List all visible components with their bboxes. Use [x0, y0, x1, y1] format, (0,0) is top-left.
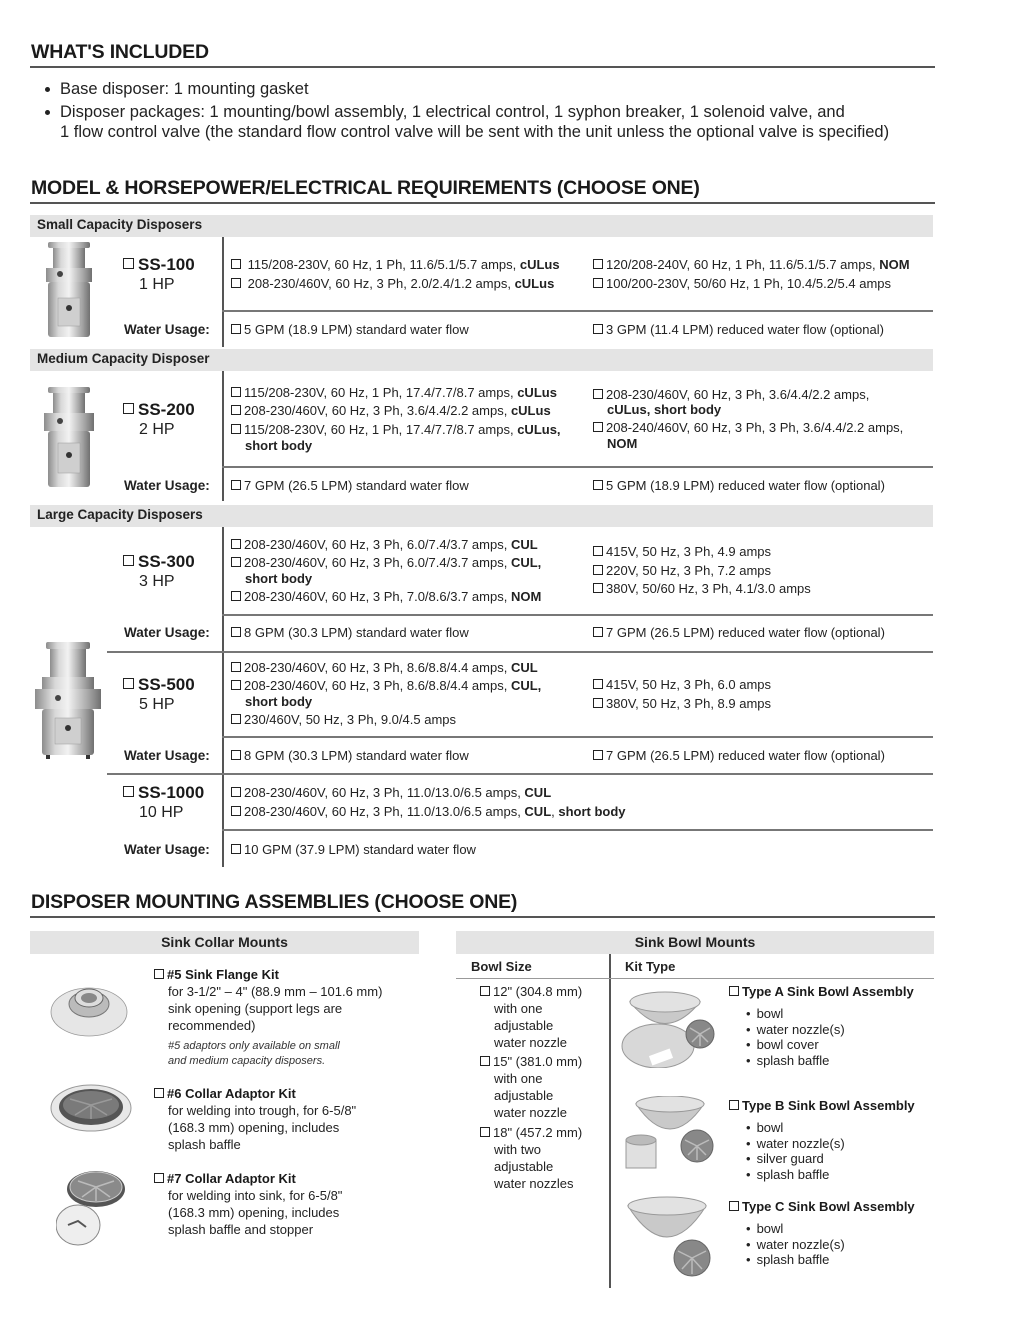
electrical-option-continued: short body [245, 571, 313, 586]
checkbox-icon[interactable] [593, 565, 603, 575]
kit-type-column-header: Kit Type [625, 959, 676, 974]
checkbox-icon[interactable] [593, 679, 603, 689]
row-divider [107, 651, 933, 653]
row-divider [222, 466, 933, 468]
electrical-option[interactable]: 115/208-230V, 60 Hz, 1 Ph, 17.4/7.7/8.7 amps, cULus, [231, 421, 561, 439]
water-usage-label: Water Usage: [124, 842, 210, 857]
checkbox-icon[interactable] [231, 591, 241, 601]
checkbox-icon[interactable] [123, 555, 134, 566]
type-b-contents: • bowl • water nozzle(s) • silver guard • splash baffle [746, 1120, 845, 1182]
electrical-option[interactable]: 380V, 50 Hz, 3 Ph, 8.9 amps [593, 695, 771, 713]
bowl-mounts-header: Sink Bowl Mounts [456, 931, 934, 954]
bowl-size-15[interactable]: 15" (381.0 mm) with one adjustable water nozzle [480, 1053, 582, 1121]
included-item: Base disposer: 1 mounting gasket [60, 80, 309, 98]
column-divider [222, 527, 224, 867]
water-option-reduced[interactable]: 7 GPM (26.5 LPM) reduced water flow (optional) [593, 747, 885, 765]
disposer-ss200-image [38, 385, 100, 495]
electrical-option[interactable]: 230/460V, 50 Hz, 3 Ph, 9.0/4.5 amps [231, 711, 456, 729]
hp-ss100: 1 HP [139, 276, 175, 293]
checkbox-icon[interactable] [231, 844, 241, 854]
model-ss500[interactable]: SS-500 [123, 675, 195, 695]
electrical-option[interactable]: 115/208-230V, 60 Hz, 1 Ph, 17.4/7.7/8.7 amps, cULus [231, 384, 557, 402]
column-divider [222, 371, 224, 501]
sink-flange-kit-image [48, 976, 130, 1038]
type-a-title[interactable]: Type A Sink Bowl Assembly [729, 984, 914, 999]
type-c-title[interactable]: Type C Sink Bowl Assembly [729, 1199, 915, 1214]
group-header-medium: Medium Capacity Disposer [30, 349, 933, 371]
row-divider [107, 773, 933, 775]
checkbox-icon[interactable] [729, 986, 739, 996]
checkbox-icon[interactable] [231, 480, 241, 490]
electrical-option[interactable]: 208-230/460V, 60 Hz, 3 Ph, 6.0/7.4/3.7 amps, CUL [231, 536, 538, 554]
checkbox-icon[interactable] [231, 557, 241, 567]
model-ss200[interactable]: SS-200 [123, 400, 195, 420]
water-option-reduced[interactable]: 5 GPM (18.9 LPM) reduced water flow (optional) [593, 477, 885, 495]
water-option-reduced[interactable]: 3 GPM (11.4 LPM) reduced water flow (optional) [593, 321, 884, 339]
electrical-option[interactable]: 208-240/460V, 60 Hz, 3 Ph, 3 Ph, 3.6/4.4/2.2 amps, [593, 419, 903, 437]
water-option-standard[interactable]: 5 GPM (18.9 LPM) standard water flow [231, 321, 469, 339]
checkbox-icon[interactable] [729, 1201, 739, 1211]
checkbox-icon[interactable] [593, 546, 603, 556]
checkbox-icon[interactable] [480, 1056, 490, 1066]
kit-6-description: for welding into trough, for 6-5/8" (168.3 mm) opening, includes splash baffle [168, 1103, 357, 1152]
kit-5-note: #5 adaptors only available on small and medium capacity disposers. [168, 1040, 340, 1067]
electrical-option-continued: NOM [607, 436, 638, 451]
electrical-option[interactable]: 208-230/460V, 60 Hz, 3 Ph, 11.0/13.0/6.5 amps, CUL [231, 784, 551, 802]
checkbox-icon[interactable] [593, 627, 603, 637]
hp-ss200: 2 HP [139, 421, 175, 438]
group-header-small: Small Capacity Disposers [30, 215, 933, 237]
water-option-standard[interactable]: 8 GPM (30.3 LPM) standard water flow [231, 624, 469, 642]
electrical-option[interactable]: 220V, 50 Hz, 3 Ph, 7.2 amps [593, 562, 771, 580]
checkbox-icon[interactable] [231, 627, 241, 637]
type-a-bowl-image [620, 990, 720, 1068]
bullet-icon [45, 87, 50, 92]
group-header-large: Large Capacity Disposers [30, 505, 933, 527]
checkbox-icon[interactable] [231, 324, 241, 334]
divider [30, 202, 935, 204]
electrical-option-continued: cULus, short body [607, 402, 722, 417]
disposer-large-image [32, 640, 104, 765]
electrical-option[interactable]: 115/208-230V, 60 Hz, 1 Ph, 11.6/5.1/5.7 amps, cULus [231, 256, 560, 274]
row-divider [222, 614, 933, 616]
column-divider [609, 954, 611, 1288]
type-c-contents: • bowl • water nozzle(s) • splash baffle [746, 1221, 845, 1268]
section-title-models: MODEL & HORSEPOWER/ELECTRICAL REQUIREMENTS (CHOOSE ONE) [31, 177, 700, 199]
section-title-mounting: DISPOSER MOUNTING ASSEMBLIES (CHOOSE ONE) [31, 891, 518, 913]
water-option-standard[interactable]: 10 GPM (37.9 LPM) standard water flow [231, 841, 476, 859]
checkbox-icon[interactable] [154, 1173, 164, 1183]
water-usage-label: Water Usage: [124, 748, 210, 763]
water-usage-label: Water Usage: [124, 478, 210, 493]
electrical-option[interactable]: 208-230/460V, 60 Hz, 3 Ph, 2.0/2.4/1.2 amps, cULus [231, 275, 554, 293]
electrical-option[interactable]: 208-230/460V, 60 Hz, 3 Ph, 8.6/8.8/4.4 amps, CUL, [231, 677, 541, 695]
collar-adaptor-6-image [50, 1083, 132, 1133]
hp-ss300: 3 HP [139, 573, 175, 590]
kit-7-title[interactable]: #7 Collar Adaptor Kit [154, 1171, 296, 1186]
kit-5-description: for 3-1/2" – 4" (88.9 mm – 101.6 mm) sink opening (support legs are recommended) [168, 984, 383, 1033]
checkbox-icon[interactable] [593, 324, 603, 334]
electrical-option[interactable]: 120/208-240V, 60 Hz, 1 Ph, 11.6/5.1/5.7 amps, NOM [593, 256, 910, 274]
checkbox-icon[interactable] [231, 278, 241, 288]
included-item-continued: 1 flow control valve (the standard flow control valve will be sent with the unit unless the optional valve is specified) [60, 123, 890, 141]
row-divider [222, 736, 933, 738]
water-option-reduced[interactable]: 7 GPM (26.5 LPM) reduced water flow (optional) [593, 624, 885, 642]
model-ss300[interactable]: SS-300 [123, 552, 195, 572]
checkbox-icon[interactable] [593, 480, 603, 490]
checkbox-icon[interactable] [231, 680, 241, 690]
checkbox-icon[interactable] [231, 387, 241, 397]
model-ss1000[interactable]: SS-1000 [123, 783, 204, 803]
included-item: Disposer packages: 1 mounting/bowl assembly, 1 electrical control, 1 syphon breaker, 1 solenoid valve, and [60, 103, 845, 121]
electrical-option[interactable]: 415V, 50 Hz, 3 Ph, 6.0 amps [593, 676, 771, 694]
checkbox-icon[interactable] [593, 698, 603, 708]
checkbox-icon[interactable] [123, 258, 134, 269]
electrical-option-continued: short body [245, 438, 313, 453]
checkbox-icon[interactable] [231, 259, 241, 269]
kit-5-title[interactable]: #5 Sink Flange Kit [154, 967, 279, 982]
row-divider [222, 829, 933, 831]
checkbox-icon[interactable] [231, 539, 241, 549]
bullet-icon [45, 110, 50, 115]
checkbox-icon[interactable] [593, 389, 603, 399]
electrical-option-continued: short body [245, 694, 313, 709]
type-c-bowl-image [622, 1196, 722, 1282]
checkbox-icon[interactable] [231, 806, 241, 816]
water-usage-label: Water Usage: [124, 625, 210, 640]
checkbox-icon[interactable] [480, 986, 490, 996]
checkbox-icon[interactable] [729, 1100, 739, 1110]
checkbox-icon[interactable] [231, 787, 241, 797]
disposer-ss100-image [38, 240, 100, 345]
electrical-option[interactable]: 208-230/460V, 60 Hz, 3 Ph, 6.0/7.4/3.7 amps, CUL, [231, 554, 541, 572]
water-option-standard[interactable]: 7 GPM (26.5 LPM) standard water flow [231, 477, 469, 495]
checkbox-icon[interactable] [231, 662, 241, 672]
checkbox-icon[interactable] [593, 422, 603, 432]
checkbox-icon[interactable] [231, 424, 241, 434]
hp-ss500: 5 HP [139, 696, 175, 713]
model-ss100[interactable]: SS-100 [123, 255, 195, 275]
electrical-option[interactable]: 208-230/460V, 60 Hz, 3 Ph, 3.6/4.4/2.2 amps, cULus [231, 402, 551, 420]
collar-mounts-header: Sink Collar Mounts [30, 931, 419, 954]
checkbox-icon[interactable] [593, 750, 603, 760]
type-b-title[interactable]: Type B Sink Bowl Assembly [729, 1098, 915, 1113]
type-a-contents: • bowl • water nozzle(s) • bowl cover • splash baffle [746, 1006, 845, 1068]
checkbox-icon[interactable] [123, 403, 134, 414]
checkbox-icon[interactable] [123, 786, 134, 797]
row-divider [456, 978, 934, 979]
checkbox-icon[interactable] [123, 678, 134, 689]
row-divider [222, 310, 933, 312]
checkbox-icon[interactable] [154, 969, 164, 979]
electrical-option[interactable]: 208-230/460V, 60 Hz, 3 Ph, 11.0/13.0/6.5 amps, CUL, short body [231, 803, 626, 821]
kit-7-description: for welding into sink, for 6-5/8" (168.3 mm) opening, includes splash baffle and stopper [168, 1188, 343, 1237]
electrical-option[interactable]: 208-230/460V, 60 Hz, 3 Ph, 3.6/4.4/2.2 amps, [593, 386, 869, 404]
type-b-bowl-image [622, 1096, 722, 1176]
water-usage-label: Water Usage: [124, 322, 210, 337]
checkbox-icon[interactable] [593, 583, 603, 593]
collar-adaptor-7-image [56, 1167, 128, 1249]
divider [30, 66, 935, 68]
divider [30, 916, 935, 918]
kit-6-title[interactable]: #6 Collar Adaptor Kit [154, 1086, 296, 1101]
column-divider [222, 237, 224, 347]
checkbox-icon[interactable] [480, 1127, 490, 1137]
checkbox-icon[interactable] [593, 278, 603, 288]
electrical-option[interactable]: 415V, 50 Hz, 3 Ph, 4.9 amps [593, 543, 771, 561]
electrical-option[interactable]: 100/200-230V, 50/60 Hz, 1 Ph, 10.4/5.2/5.4 amps [593, 275, 891, 293]
checkbox-icon[interactable] [231, 714, 241, 724]
electrical-option[interactable]: 208-230/460V, 60 Hz, 3 Ph, 7.0/8.6/3.7 amps, NOM [231, 588, 541, 606]
section-title-whats-included: WHAT'S INCLUDED [31, 41, 209, 63]
checkbox-icon[interactable] [593, 259, 603, 269]
bowl-size-12[interactable]: 12" (304.8 mm) with one adjustable water nozzle [480, 983, 582, 1051]
checkbox-icon[interactable] [231, 405, 241, 415]
checkbox-icon[interactable] [231, 750, 241, 760]
water-option-standard[interactable]: 8 GPM (30.3 LPM) standard water flow [231, 747, 469, 765]
bowl-size-column-header: Bowl Size [471, 959, 532, 974]
checkbox-icon[interactable] [154, 1088, 164, 1098]
bowl-size-18[interactable]: 18" (457.2 mm) with two adjustable water nozzles [480, 1124, 582, 1192]
hp-ss1000: 10 HP [139, 804, 184, 821]
electrical-option[interactable]: 208-230/460V, 60 Hz, 3 Ph, 8.6/8.8/4.4 amps, CUL [231, 659, 538, 677]
electrical-option[interactable]: 380V, 50/60 Hz, 3 Ph, 4.1/3.0 amps [593, 580, 811, 598]
